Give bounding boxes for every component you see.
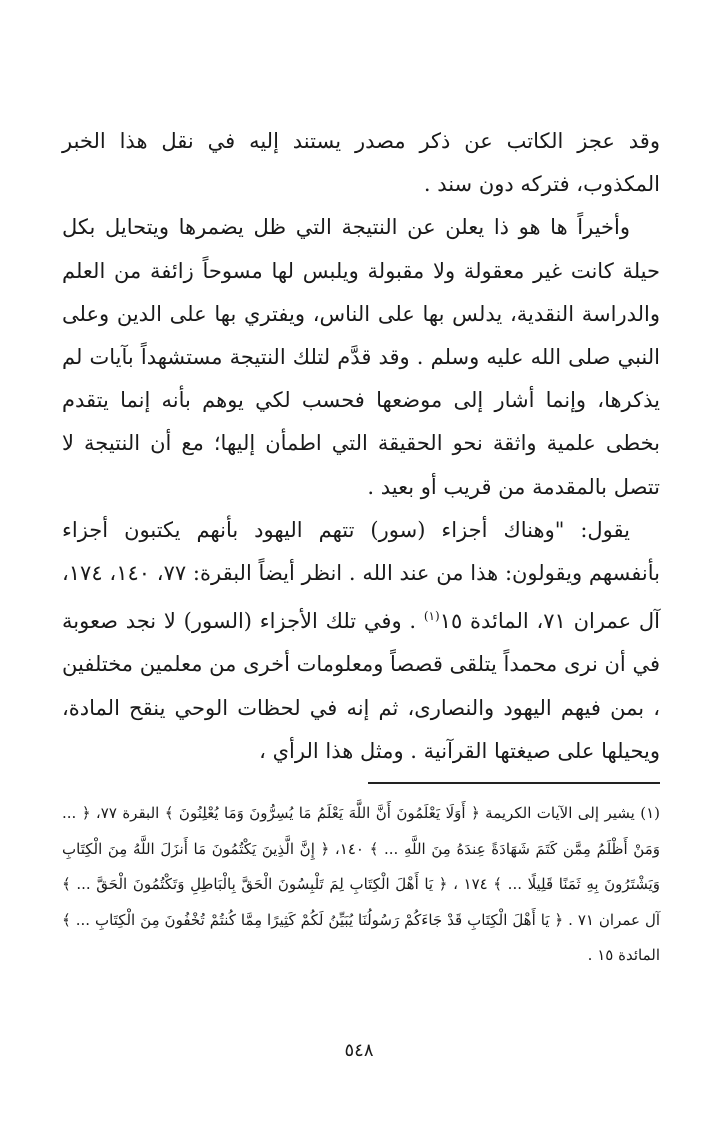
footnote-divider (368, 782, 660, 784)
paragraph-1: وقد عجز الكاتب عن ذكر مصدر يستند إليه في نقل هذا الخبر المكذوب، فتركه دون سند . (62, 129, 660, 197)
quote-text-start: يقول: "وهناك أجزاء (سور) تتهم اليهود بأنهم يكتبون أجزاء بأنفسهم ويقولون: هذا من عند الله . انظر أيضاً البقرة: ٧٧، ١٤٠، ١٧٤، آل عمران ٧١، المائدة ١٥ (62, 517, 661, 634)
paragraph-3 (62, 509, 660, 773)
page-number: ٥٤٨ (344, 1040, 374, 1061)
footnote-marker: (١) (423, 609, 440, 624)
quote-text-end: . وفي تلك الأجزاء (السور) لا نجد صعوبة في أن نرى محمداً يتلقى قصصاً ومعلومات أخرى من معلمين مختلفين ، بمن فيهم اليهود والنصارى، ثم إنه في لحظات الوحي ينقح المادة، ويحيلها على صيغتها القرآنية . ومثل هذا الرأي ، (62, 609, 660, 763)
body-text (62, 120, 660, 773)
footnotes (62, 796, 660, 974)
footnote-1: (١) يشير إلى الآيات الكريمة ﴿ أَوَلَا يَعْلَمُونَ أَنَّ اللَّهَ يَعْلَمُ مَا يُسِرُّونَ وَمَا يُعْلِنُونَ ﴾ البقرة ٧٧، ﴿ ... وَمَنْ أَظْلَمُ مِمَّن كَتَمَ شَهَادَةً عِندَهُ مِنَ اللَّهِ ... ﴾ ١٤٠، ﴿ إِنَّ الَّذِينَ يَكْتُمُونَ مَا أَنزَلَ اللَّهُ مِنَ الْكِتَابِ وَيَشْتَرُونَ بِهِ ثَمَنًا قَلِيلًا ... ﴾ ١٧٤ ، ﴿ يَا أَهْلَ الْكِتَابِ لِمَ تَلْبِسُونَ الْحَقَّ بِالْبَاطِلِ وَتَكْتُمُونَ الْحَقَّ ... ﴾ آل عمران ٧١ . ﴿ يَا أَهْلَ الْكِتَابِ قَدْ جَاءَكُمْ رَسُولُنَا يُبَيِّنُ لَكُمْ كَثِيرًا مِمَّا كُنتُمْ تُخْفُونَ مِنَ الْكِتَابِ ... ﴾ المائدة ١٥ . (62, 804, 661, 965)
paragraph-2: وأخيراً ها هو ذا يعلن عن النتيجة التي ظل يضمرها ويتحايل بكل حيلة كانت غير معقولة ولا مقبولة ويلبس لها مسوحاً زائفة من العلم والدراسة النقدية، يدلس بها على الناس، ويفتري بها على الدين وعلى النبي صلى الله عليه وسلم . وقد قدَّم لتلك النتيجة مستشهداً بآيات لم يذكرها، وإنما أشار إلى موضعها فحسب لكي يوهم بأنه إنما يتقدم بخطى علمية واثقة نحو الحقيقة التي اطمأن إليها؛ مع أن النتيجة لا تتصل بالمقدمة من قريب أو بعيد . (62, 215, 660, 499)
page-content (62, 120, 660, 974)
